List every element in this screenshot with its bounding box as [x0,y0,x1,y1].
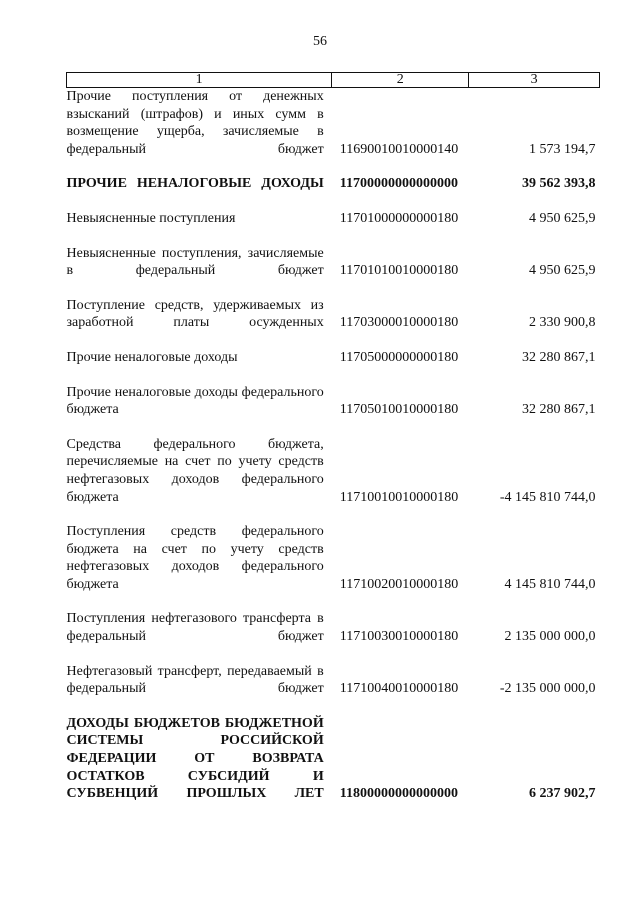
table-header-row [67,73,600,88]
revenue-code: 11701000000000180 [339,210,459,226]
revenue-code: 11800000000000000 [339,786,458,802]
revenue-name: Прочие неналоговые доходы [66,349,238,365]
row-spacer [67,193,600,210]
revenue-amount: 39 562 393,8 [522,176,596,192]
revenue-name: ПРОЧИЕ НЕНАЛОГОВЫЕ ДОХОДЫ [66,176,324,192]
revenue-amount: 4 145 810 744,0 [504,576,596,592]
revenue-amount: -2 135 000 000,0 [499,681,596,697]
revenue-amount: 32 280 867,1 [522,349,596,365]
row-spacer [67,646,600,663]
table-row [67,610,600,645]
row-spacer [67,332,600,349]
column-header: 2 [332,73,469,88]
revenue-code: 11705000000000180 [339,349,459,365]
row-spacer [67,506,600,523]
revenue-code: 11701010010000180 [339,263,459,279]
revenue-amount: 2 135 000 000,0 [504,629,596,645]
revenue-name: Нефтегазовый трансферт, передаваемый в федеральный бюджет [66,663,324,697]
revenue-code: 11703000010000180 [339,315,459,331]
table-row [67,715,600,803]
revenue-name: Невыясненные поступления [66,210,236,226]
table-row [67,175,600,193]
revenue-code: 11710010010000180 [339,489,459,505]
revenue-name: Прочие поступления от денежных взысканий (штрафов) и иных сумм в возмещение ущерба, зачисляемые в федеральный бюджет [66,89,324,157]
revenue-amount: 6 237 902,7 [529,786,596,802]
table-row [67,663,600,698]
table-row [67,297,600,332]
revenue-amount: -4 145 810 744,0 [499,489,596,505]
revenue-name: Средства федерального бюджета, перечисляемые на счет по учету средств нефтегазовых доходов федерального бюджета [66,436,324,505]
revenue-name: Невыясненные поступления, зачисляемые в федеральный бюджет [66,245,324,279]
row-spacer [67,593,600,610]
row-spacer [67,367,600,384]
row-spacer [67,698,600,715]
row-spacer [67,158,600,175]
revenue-code: 11700000000000000 [339,176,458,192]
column-header: 3 [469,73,600,88]
revenue-code: 11710040010000180 [339,681,459,697]
row-spacer [67,419,600,436]
revenue-name: Поступление средств, удерживаемых из заработной платы осужденных [66,297,324,331]
table-row [67,245,600,280]
table-body [67,88,600,803]
revenue-name: Поступления нефтегазового трансферта в федеральный бюджет [66,611,324,645]
revenue-amount: 2 330 900,8 [529,315,596,331]
table-row [67,384,600,419]
revenue-code: 11710020010000180 [339,576,459,592]
revenue-code: 11690010010000140 [339,141,459,157]
budget-revenue-table [66,72,600,803]
table-row [67,523,600,593]
table-row [67,210,600,228]
table-row [67,349,600,367]
revenue-name: Прочие неналоговые доходы федерального бюджета [66,384,324,418]
page-number: 56 [313,34,327,49]
revenue-amount: 4 950 625,9 [529,210,596,226]
revenue-name: Поступления средств федерального бюджета на счет по учету средств нефтегазовых доходов федерального бюджета [66,524,324,592]
revenue-amount: 1 573 194,7 [529,141,596,157]
revenue-amount: 4 950 625,9 [529,263,596,279]
revenue-name: ДОХОДЫ БЮДЖЕТОВ БЮДЖЕТНОЙ СИСТЕМЫ РОССИЙСКОЙ ФЕДЕРАЦИИ ОТ ВОЗВРАТА ОСТАТКОВ СУБСИДИЙ И СУБВЕНЦИЙ ПРОШЛЫХ ЛЕТ [66,715,324,802]
row-spacer [67,228,600,245]
table-row [67,88,600,159]
revenue-code: 11710030010000180 [339,629,459,645]
table-row [67,436,600,506]
row-spacer [67,280,600,297]
revenue-code: 11705010010000180 [339,402,459,418]
column-header: 1 [67,73,332,88]
revenue-amount: 32 280 867,1 [522,402,596,418]
